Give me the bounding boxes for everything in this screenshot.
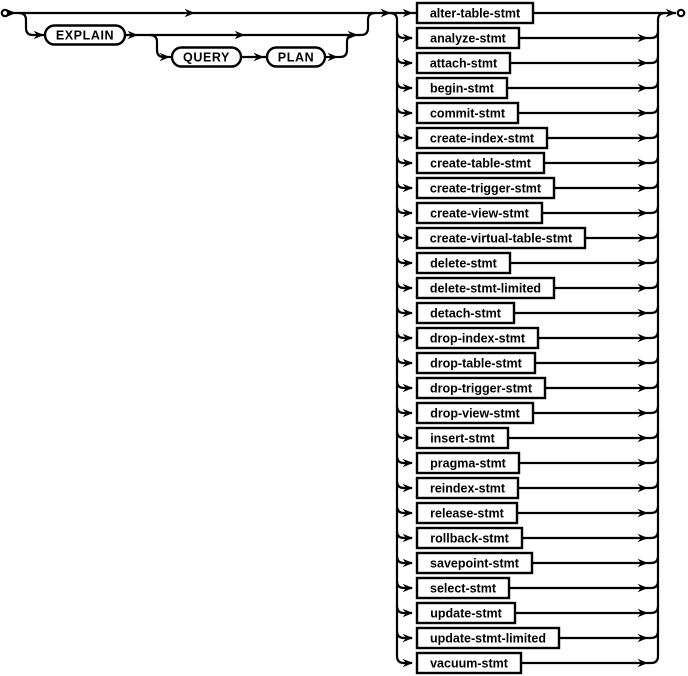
stmt-node-pragma-stmt[interactable] (417, 453, 519, 473)
node-label: vacuum-stmt (430, 656, 508, 671)
node-label: reindex-stmt (429, 481, 506, 496)
rails-layer (9, 13, 676, 663)
node-label: analyze-stmt (430, 31, 506, 46)
stmt-node-commit-stmt[interactable] (417, 103, 518, 123)
node-label: create-view-stmt (430, 206, 529, 221)
stmt-node-create-virtual-table-stmt[interactable] (417, 228, 585, 248)
stmt-node-analyze-stmt[interactable] (417, 28, 519, 48)
stmt-node-vacuum-stmt[interactable] (417, 653, 521, 673)
rail-line (651, 156, 658, 163)
node-label: drop-trigger-stmt (429, 381, 533, 396)
rail-line (651, 556, 658, 563)
stmt-node-update-stmt-limited[interactable] (417, 628, 559, 648)
node-label: pragma-stmt (430, 456, 506, 471)
stmt-node-detach-stmt[interactable] (417, 303, 514, 323)
rail-line (651, 206, 658, 213)
node-label: create-index-stmt (429, 131, 535, 146)
stmt-node-release-stmt[interactable] (417, 503, 517, 523)
rail-line (651, 81, 658, 88)
node-label: detach-stmt (430, 306, 501, 321)
stmt-node-begin-stmt[interactable] (417, 78, 507, 98)
rail-line (390, 13, 397, 656)
stmt-node-create-index-stmt[interactable] (417, 128, 547, 148)
stmt-node-attach-stmt[interactable] (417, 53, 510, 73)
rail-line (651, 581, 658, 588)
rail-line (651, 56, 658, 63)
rail-line (651, 381, 658, 388)
node-label: EXPLAIN (55, 28, 115, 43)
node-label: QUERY (183, 50, 230, 65)
stmt-node-reindex-stmt[interactable] (417, 478, 518, 498)
node-label: attach-stmt (429, 56, 498, 71)
rail-line (651, 481, 658, 488)
rail-line (651, 256, 658, 263)
rail-line (658, 13, 665, 656)
node-label: PLAN (277, 50, 315, 65)
node-label: begin-stmt (430, 81, 494, 96)
rail-line (651, 131, 658, 138)
node-label: release-stmt (430, 506, 504, 521)
node-label: create-trigger-stmt (429, 181, 542, 196)
node-label: drop-table-stmt (430, 356, 522, 371)
rail-line (651, 456, 658, 463)
node-label: create-table-stmt (430, 156, 531, 171)
stmt-node-insert-stmt[interactable] (417, 428, 508, 448)
rail-line (651, 356, 658, 363)
rail-line (651, 406, 658, 413)
node-label: update-stmt (430, 606, 502, 621)
node-label: drop-index-stmt (429, 331, 526, 346)
rail-line (651, 656, 658, 663)
node-label: delete-stmt-limited (429, 281, 542, 296)
rail-line (651, 631, 658, 638)
stmt-node-drop-index-stmt[interactable] (417, 328, 538, 348)
node-label: commit-stmt (429, 106, 506, 121)
rail-line (340, 35, 354, 57)
keyword-explain (45, 26, 125, 45)
node-label: update-stmt-limited (430, 631, 546, 646)
node-label: drop-view-stmt (430, 406, 520, 421)
node-label: create-virtual-table-stmt (429, 231, 573, 246)
node-label: insert-stmt (430, 431, 495, 446)
entry-point-marker (2, 10, 8, 16)
rail-line (361, 13, 375, 35)
rail-line (651, 431, 658, 438)
stmt-node-alter-table-stmt[interactable] (417, 3, 533, 23)
rail-line (651, 506, 658, 513)
stmt-node-delete-stmt[interactable] (417, 253, 510, 273)
stmt-node-drop-trigger-stmt[interactable] (417, 378, 545, 398)
rail-line (651, 281, 658, 288)
stmt-node-delete-stmt-limited[interactable] (417, 278, 554, 298)
node-label: savepoint-stmt (430, 556, 519, 571)
node-label: alter-table-stmt (429, 6, 521, 21)
stmt-node-select-stmt[interactable] (417, 578, 509, 598)
node-label: select-stmt (430, 581, 496, 596)
rail-line (651, 231, 658, 238)
end-point-marker (678, 10, 684, 16)
rail-line (651, 106, 658, 113)
stmt-node-create-view-stmt[interactable] (417, 203, 542, 223)
rail-line (651, 31, 658, 38)
keyword-query (172, 48, 241, 67)
stmt-node-drop-view-stmt[interactable] (417, 403, 533, 423)
stmt-node-create-table-stmt[interactable] (417, 153, 544, 173)
rail-line (651, 606, 658, 613)
rail-line (651, 331, 658, 338)
stmt-node-savepoint-stmt[interactable] (417, 553, 532, 573)
rail-line (19, 13, 33, 35)
node-label: rollback-stmt (430, 531, 509, 546)
rail-line (651, 181, 658, 188)
stmt-node-create-trigger-stmt[interactable] (417, 178, 554, 198)
stmt-node-update-stmt[interactable] (417, 603, 515, 623)
rail-line (651, 306, 658, 313)
stmt-node-drop-table-stmt[interactable] (417, 353, 535, 373)
node-label: delete-stmt (430, 256, 497, 271)
stmt-node-rollback-stmt[interactable] (417, 528, 522, 548)
keyword-plan (267, 48, 325, 67)
rail-line (651, 531, 658, 538)
